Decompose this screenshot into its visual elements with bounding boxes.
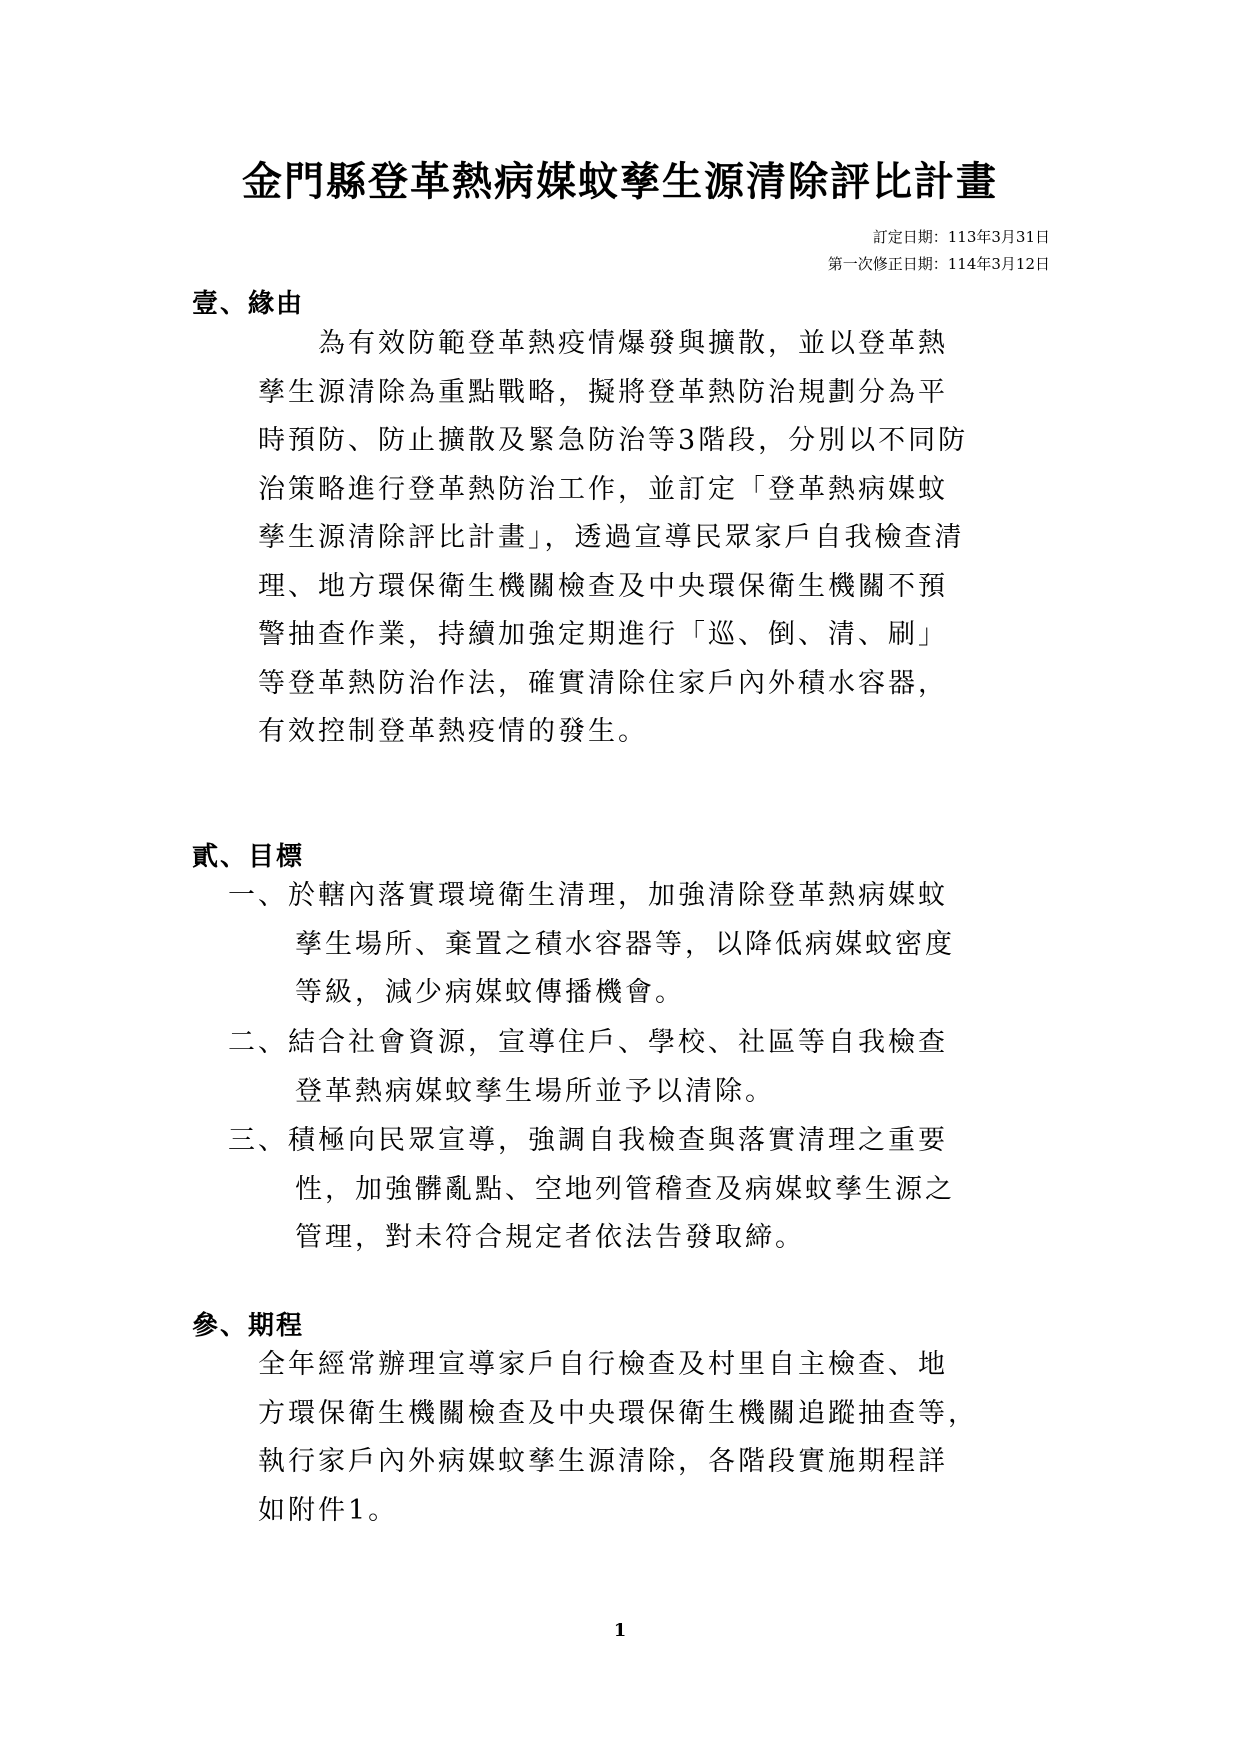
- objective-item-1: [228, 872, 1058, 1018]
- list-item-line: 管理，對未符合規定者依法告發取締。: [295, 1222, 805, 1253]
- list-item-line: 等級，減少病媒蚊傳播機會。: [295, 977, 685, 1008]
- list-item-line: 三、積極向民眾宣導，強調自我檢查與落實清理之重要: [228, 1125, 948, 1156]
- paragraph-line: 時預防、防止擴散及緊急防治等3階段，分別以不同防: [258, 425, 969, 456]
- list-item-line: 孳生場所、棄置之積水容器等，以降低病媒蚊密度: [295, 928, 955, 960]
- paragraph-line: 孳生源清除為重點戰略，擬將登革熱防治規劃分為平: [258, 376, 948, 408]
- revised-date: 第一次修正日期：114年3月12日: [827, 255, 1050, 273]
- list-item-line: 二、結合社會資源，宣導住戶、學校、社區等自我檢查: [228, 1027, 948, 1058]
- section-heading-schedule: 參、期程: [192, 1311, 305, 1341]
- section-heading-objectives: 貳、目標: [192, 842, 305, 872]
- paragraph-line: 執行家戶內外病媒蚊孳生源清除，各階段實施期程詳: [258, 1446, 948, 1477]
- objective-item-3: [228, 1117, 1058, 1263]
- page-number: 1: [613, 1620, 627, 1641]
- paragraph-line: 等登革熱防治作法，確實清除住家戶內外積水容器，: [258, 667, 948, 699]
- list-item-line: 一、於轄內落實環境衛生清理，加強清除登革熱病媒蚊: [228, 880, 948, 911]
- paragraph-line: 有效控制登革熱疫情的發生。: [258, 716, 648, 747]
- paragraph-line: 如附件1。: [258, 1494, 399, 1526]
- paragraph-line: 治策略進行登革熱防治工作，並訂定「登革熱病媒蚊: [258, 473, 948, 505]
- section-background-body: [258, 320, 1058, 757]
- date-block: [828, 224, 1050, 278]
- enacted-date: 訂定日期：113年3月31日: [872, 228, 1050, 246]
- section-heading-background: 壹、緣由: [192, 289, 305, 319]
- paragraph-line: 孳生源清除評比計畫」，透過宣導民眾家戶自我檢查清: [258, 522, 965, 553]
- paragraph-line: 理、地方環保衛生機關檢查及中央環保衛生機關不預: [258, 570, 948, 602]
- objective-item-2: [228, 1019, 1058, 1116]
- paragraph-line: 方環保衛生機關檢查及中央環保衛生機關追蹤抽查等，: [258, 1397, 978, 1429]
- paragraph-line: 全年經常辦理宣導家戶自行檢查及村里自主檢查、地: [258, 1349, 948, 1380]
- paragraph-line: 為有效防範登革熱疫情爆發與擴散，並以登革熱: [258, 328, 948, 359]
- list-item-line: 登革熱病媒蚊孳生場所並予以清除。: [295, 1075, 775, 1107]
- list-item-line: 性，加強髒亂點、空地列管稽查及病媒蚊孳生源之: [295, 1173, 955, 1205]
- section-schedule-body: [258, 1341, 1058, 1535]
- document-title: 金門縣登革熱病媒蚊孳生源清除評比計畫: [242, 159, 998, 205]
- paragraph-line: 警抽查作業，持續加強定期進行「巡、倒、清、刷」: [258, 619, 948, 650]
